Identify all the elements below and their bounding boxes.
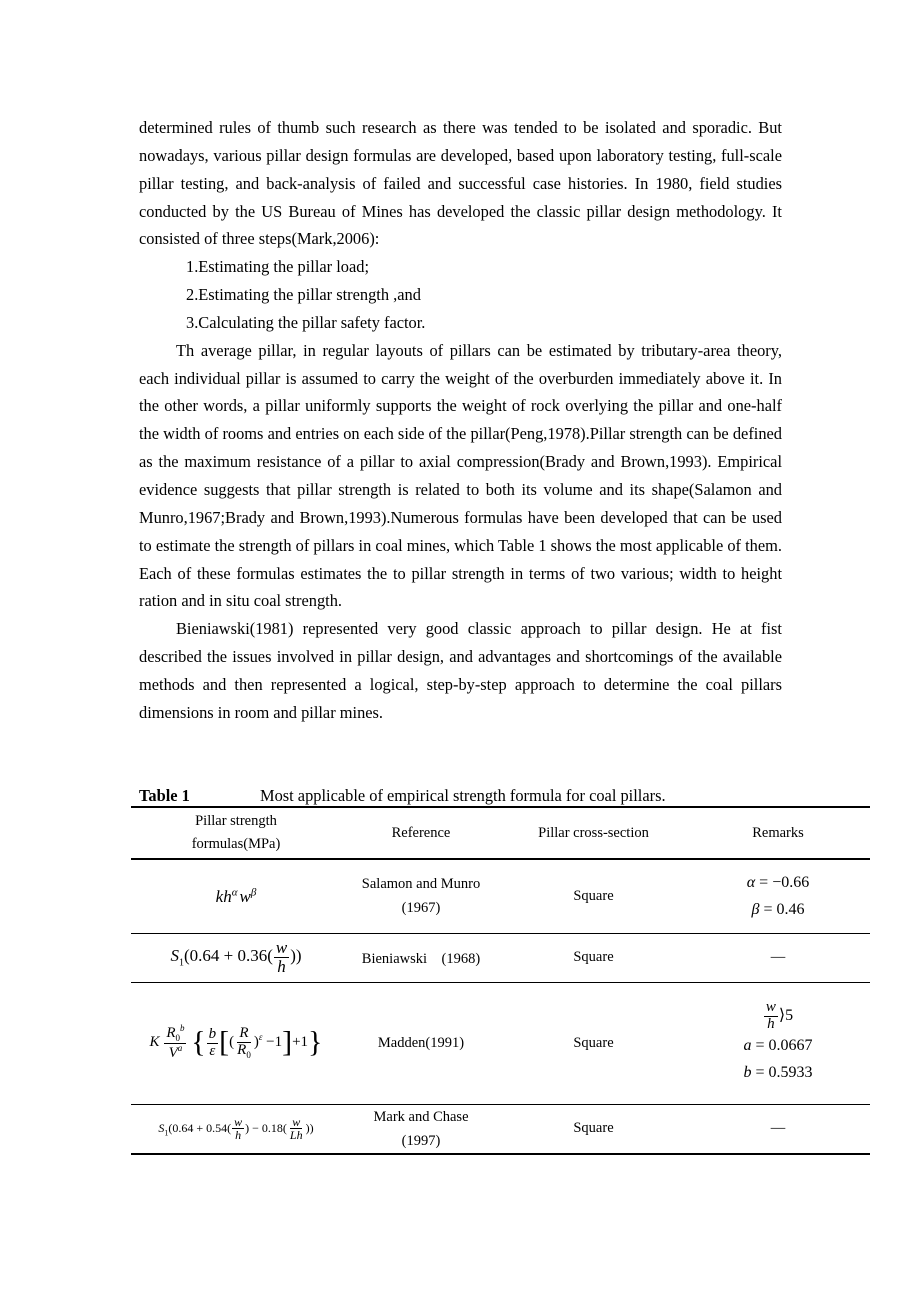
table-row — [131, 982, 870, 1104]
reference-cell: Madden(1991) — [377, 1034, 465, 1051]
reference-cell: Salamon and Munro (1967) — [361, 876, 481, 917]
formula-madden: K $\frac{R_0^b}{V^a}$ { $\frac{b}{\varepsilon}$ [( $\frac{R}{R_0}$ )$^\varepsilon$ −1]+1} — [149, 1022, 323, 1062]
table-label: Table 1 — [139, 786, 190, 805]
table-row — [131, 933, 870, 982]
body-text — [139, 114, 782, 727]
remarks-cell: $\frac{w}{h}$ ⟩5 a = 0.0667 b = 0.5933 — [743, 998, 813, 1082]
table-header-row — [131, 807, 870, 859]
table-caption-text: Most applicable of empirical strength formula for coal pillars. — [260, 786, 666, 805]
remarks-cell: α = −0.66 β = 0.46 — [746, 874, 810, 919]
header-section: Pillar cross-section — [538, 824, 649, 841]
reference-cell: Bieniawski (1968) — [361, 951, 481, 967]
paragraph-3: Bieniawski(1981) represented very good classic approach to pillar design. He at fist described the issues involved in pillar design, and advantages and shortcomings of the available methods and then represented a logical, step-by-step approach to determine the coal pillars dimensions in room and pillar mines. — [139, 619, 782, 722]
header-reference: Reference — [391, 824, 451, 841]
step-item-2: 2.Estimating the pillar strength ,and — [186, 285, 421, 305]
table-row — [131, 1104, 870, 1154]
table-caption — [139, 782, 839, 809]
header-remarks: Remarks — [752, 824, 804, 841]
paragraph-1: determined rules of thumb such research as there was tended to be isolated and sporadic. But nowadays, various pillar design formulas are developed, based upon laboratory testing, full-scale pillar testing, and back-analysis of failed and successful case histories. In 1980, field studies conducted by the US Bureau of Mines has developed the classic pillar design methodology. It consisted of three steps(Mark,2006): — [139, 118, 782, 249]
formula-bieniawski: $S_1(0.64 + 0.36$( $\frac{w}{h}$ )) — [170, 938, 302, 976]
reference-cell: Mark and Chase (1997) — [373, 1108, 469, 1149]
header-formula: Pillar strength formulas(MPa) — [191, 813, 281, 852]
formula-table — [131, 806, 870, 1155]
formula-salamon: $kh^\alpha$ $w^\beta$ — [215, 885, 257, 906]
step-item-1: 1.Estimating the pillar load; — [186, 257, 369, 277]
remarks-cell: — — [770, 949, 786, 965]
formula-mark-chase: $S_1(0.64 + 0.54$( $\frac{w}{h}$ ) − 0.18( $\frac{w}{Lh}$ )) — [158, 1114, 314, 1143]
remarks-cell: — — [770, 1120, 786, 1137]
paragraph-2: Th average pillar, in regular layouts of pillars can be estimated by tributary-area theory, each individual pillar is assumed to carry the weight of the overburden immediately above it. In the other words, a pillar uniformly supports the weight of rock overlying the pillar and one-half the width of rooms and entries on each side of the pillar(Peng,1978).Pillar strength can be defined as the maximum resistance of a pillar to axial compression(Brady and Brown,1993). Empirical evidence suggests that pillar strength is related to both its volume and its shape(Salamon and Munro,1967;Brady and Brown,1993).Numerous formulas have been developed that can be used to estimate the strength of pillars in coal mines, which Table 1 shows the most applicable of them. Each of these formulas estimates the to pillar strength in terms of two various; width to height ration and in situ coal strength. — [139, 340, 782, 611]
section-cell: Square — [573, 949, 614, 965]
table-row — [131, 859, 870, 933]
step-item-3: 3.Calculating the pillar safety factor. — [186, 312, 426, 332]
section-cell: Square — [573, 1034, 614, 1051]
section-cell: Square — [573, 887, 614, 904]
section-cell: Square — [573, 1120, 614, 1137]
